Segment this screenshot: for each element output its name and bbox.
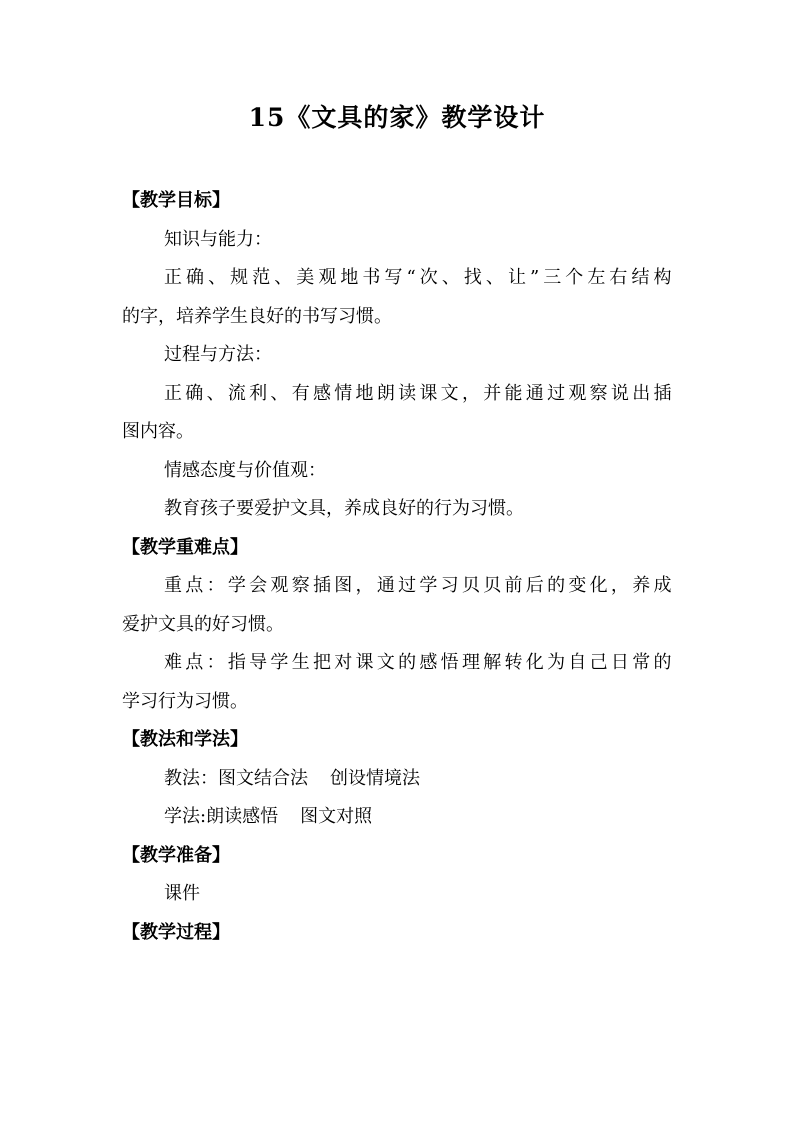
knowledge-text-line-1: 正确、规范、美观地书写“次、找、让”三个左右结构 <box>164 267 672 288</box>
section-heading-preparation: 【教学准备】 <box>122 844 230 866</box>
teaching-methods-label: 教法： <box>164 767 218 789</box>
process-text-line-2: 图内容。 <box>122 421 194 442</box>
document-body <box>122 182 672 952</box>
document-title: 15《文具的家》教学设计 <box>248 103 546 132</box>
emotion-text-line-1: 教育孩子要爱护文具，养成良好的行为习惯。 <box>164 498 524 519</box>
learning-method-1: 朗读感悟 <box>206 806 279 827</box>
section-heading-methods: 【教法和学法】 <box>122 729 248 750</box>
preparation-item: 课件 <box>164 883 200 904</box>
key-point-line-2: 爱护文具的好习惯。 <box>122 613 284 635</box>
process-text-line-1: 正确、流利、有感情地朗读课文，并能通过观察说出插 <box>164 382 672 404</box>
teaching-method-2: 创设情境法 <box>330 767 420 789</box>
knowledge-text-line-2: 的字，培养学生良好的书写习惯。 <box>122 305 392 327</box>
section-heading-goals: 【教学目标】 <box>122 190 230 211</box>
emotion-label: 情感态度与价值观： <box>164 459 326 481</box>
learning-method-2: 图文对照 <box>300 806 373 827</box>
section-heading-process: 【教学过程】 <box>122 921 230 943</box>
difficult-point-line-2: 学习行为习惯。 <box>122 690 248 712</box>
knowledge-label: 知识与能力： <box>164 228 272 250</box>
teaching-method-1: 图文结合法 <box>218 767 308 789</box>
teaching-methods-line <box>122 760 672 799</box>
process-label: 过程与方法： <box>164 344 272 365</box>
learning-methods-line <box>122 798 672 837</box>
difficult-point-line-1: 难点：指导学生把对课文的感悟理解转化为自己日常的 <box>164 652 672 673</box>
key-point-line-1: 重点：学会观察插图，通过学习贝贝前后的变化，养成 <box>164 575 672 596</box>
learning-methods-label: 学法: <box>164 806 207 827</box>
section-heading-key-points: 【教学重难点】 <box>122 536 248 558</box>
